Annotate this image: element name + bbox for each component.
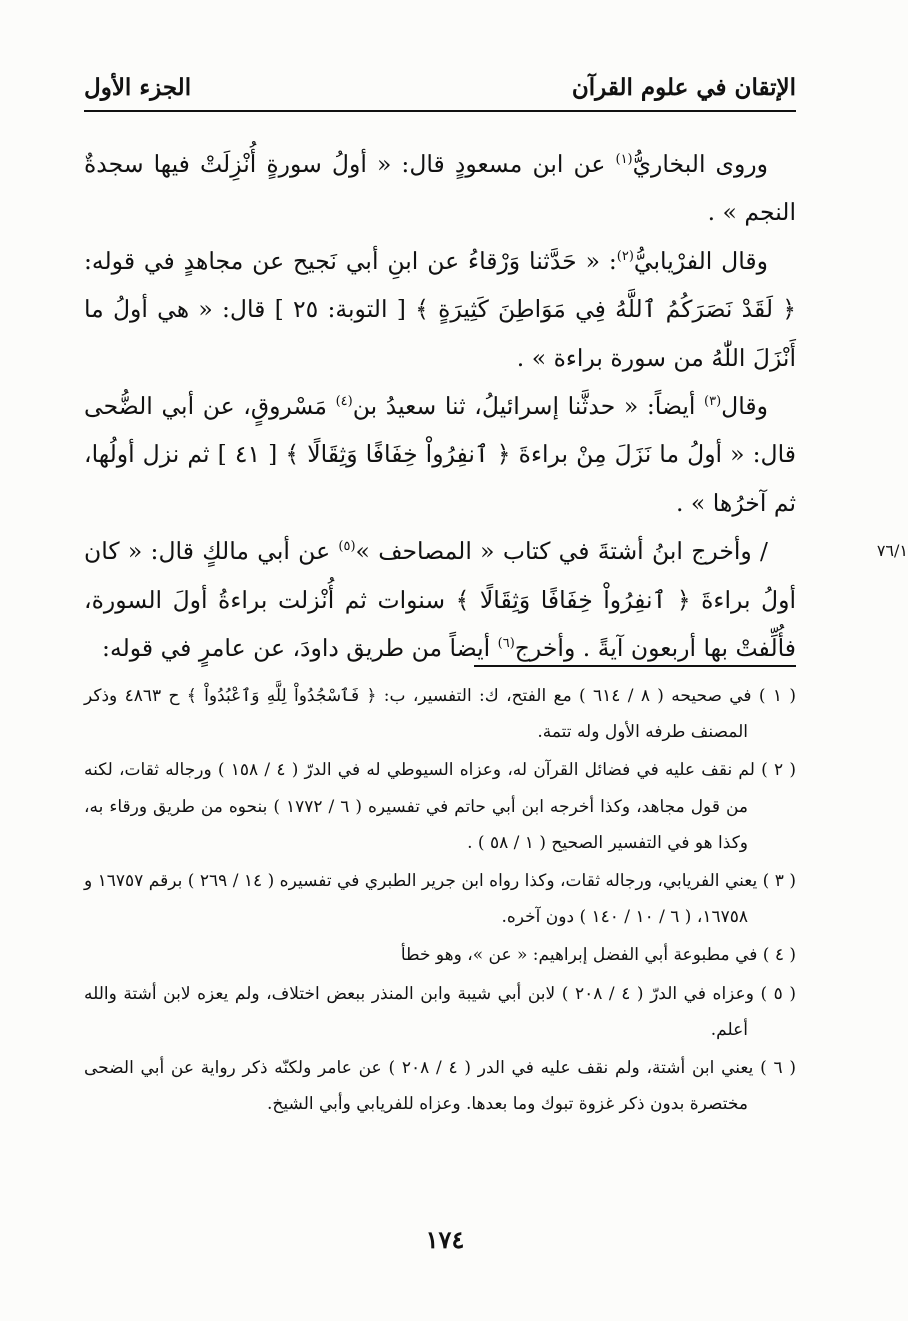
footnote-ref: (٢) (616, 248, 634, 264)
quran-verse: ﴿ ٱنفِرُواْ خِفَافًا وَثِقَالًا ﴾ (285, 440, 511, 469)
volume-label: الجزء الأول (84, 74, 192, 101)
running-header (84, 70, 796, 112)
text-run: : « حَدَّثنا وَرْقاءُ عن ابنِ أبي نَجيح عن مجاهدٍ في قوله: (84, 246, 617, 275)
footnote: ( ٦ ) يعني ابن أشتة، ولم نقف عليه في الدر ( ٤ / ٢٠٨ ) عن عامر ولكنّه ذكر رواية عن أبي الضحى مختصرة بدون ذكر غزوة تبوك وما بعدها. وعزاه للفريابي وأبي الشيخ. (84, 1058, 796, 1115)
footnote: ( ٥ ) وعزاه في الدرّ ( ٤ / ٢٠٨ ) لابن أبي شيبة وابن المنذر ببعض اختلاف، ولم يعزه لابن أشتة والله أعلم. (84, 983, 796, 1040)
paragraph (84, 237, 796, 382)
text-run: وروى البخاريُّ (632, 150, 768, 178)
footnote-ref: (٦) (497, 636, 515, 652)
text-run: / وأخرج ابنُ أشتةَ في كتاب « المصاحف » (355, 537, 768, 566)
text-run: سنوات ثم أُنْزلت براءةُ أولَ السورة، فأُلِّفتْ بها أربعون آيةً . وأخرج (84, 585, 796, 663)
paragraph (84, 382, 796, 527)
footnote-ref: (٤) (335, 394, 353, 410)
footnote-ref: (١) (615, 152, 633, 168)
text-run: مَسْروقٍ، عن أبي الضُّحى قال: « أولُ ما نَزَلَ مِنْ براءةَ (84, 392, 796, 469)
page-number: ١٧٤ (425, 1225, 465, 1254)
text-run: وقال (721, 392, 768, 421)
main-text (84, 140, 908, 672)
text-run: [ ٤١ ] ثم نزل أولُها، ثم آخرُها » . (84, 440, 796, 517)
footnote: ( ٤ ) في مطبوعة أبي الفضل إبراهيم: « عن »، وهو خطأ (400, 945, 796, 966)
quran-verse: ﴿ ٱنفِرُواْ خِفَافًا وَثِقَالًا ﴾ (455, 585, 691, 614)
footnote: ( ١ ) في صحيحه ( ٨ / ٦١٤ ) مع الفتح، ك: التفسير، ب: ﴿ فَٱسْجُدُواْ لِلَّهِ وَٱعْبُدُواْ ﴾ ح ٤٨٦٣ وذكر المصنف طرفه الأول وله تتمة. (84, 686, 796, 743)
footnote: ( ٢ ) لم نقف عليه في فضائل القرآن له، وعزاه السيوطي له في الدرّ ( ٤ / ١٥٨ ) ورجاله ثقات، لكنه من قول مجاهد، وكذا أخرجه ابن أبي حاتم في تفسيره ( ٦ / ١٧٧٢ ) بنحوه من طريق ورقاء به، وكذا هو في التفسير الصحيح ( ١ / ٥٨ ) . (84, 760, 796, 853)
book-title: الإتقان في علوم القرآن (571, 74, 796, 101)
text-run: وقال الفرْيابيُّ (633, 246, 768, 275)
paragraph (84, 140, 796, 237)
text-run: عن أبي مالكٍ قال: « كان أولُ براءةَ (84, 537, 796, 614)
text-run: أيضاً من طريق داودَ، عن عامرٍ في قوله: (102, 634, 498, 663)
text-run: أيضاً: « حدثَّنا إسرائيلُ، ثنا سعيدُ بن (352, 392, 705, 421)
footnote-ref: (٥) (338, 539, 356, 555)
text-run: عن ابن مسعودٍ قال: « أولُ سورةٍ أُنْزِلَتْ فيها سجدةٌ النجم » . (84, 150, 796, 227)
quran-verse: ﴿ لَقَدْ نَصَرَكُمُ ٱللَّهُ فِي مَوَاطِنَ كَثِيرَةٍ ﴾ (415, 295, 796, 324)
footnotes (84, 678, 796, 1124)
footnote-separator (474, 665, 796, 667)
footnote-ref: (٣) (704, 394, 722, 410)
text-run: [ التوبة: ٢٥ ] قال: « هي أولُ ما أَنْزَلَ اللّٰهُ من سورة براءة » . (84, 295, 796, 372)
paragraph (84, 527, 908, 672)
footnote: ( ٣ ) يعني الفريابي، ورجاله ثقات، وكذا رواه ابن جرير الطبري في تفسيره ( ١٤ / ٢٦٩ ) برقم ١٦٧٥٧ و ١٦٧٥٨، ( ٦ / ١٠ / ١٤٠ ) دون آخره. (84, 871, 796, 928)
margin-page-reference: ٧٦/١ (876, 541, 908, 561)
